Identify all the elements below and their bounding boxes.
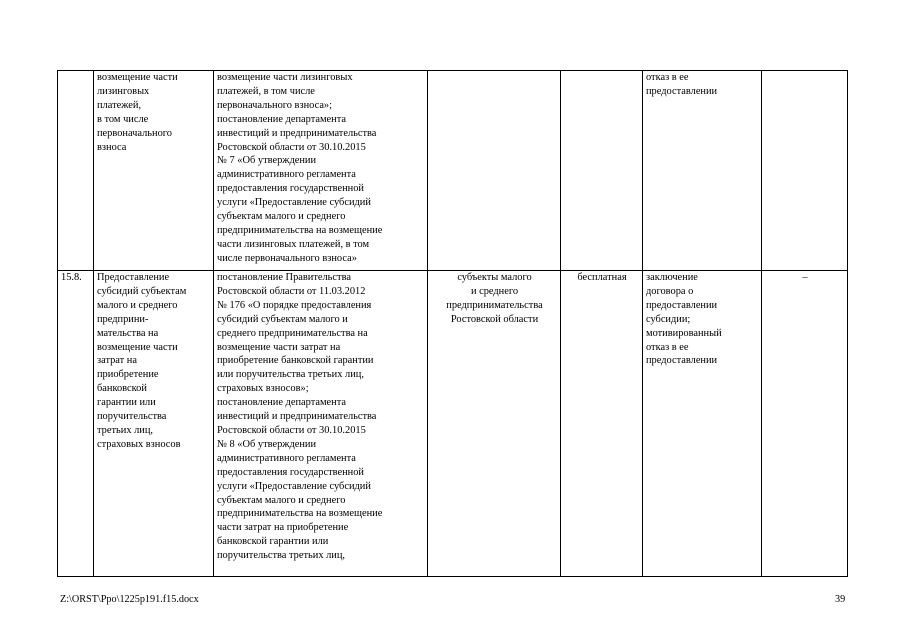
text-line: приобретение банковской гарантии [217,355,374,367]
text-line: постановление департамента [217,397,346,409]
text-line: предоставлении [646,355,718,367]
text-line: первоначального [97,127,172,139]
text-line: отказ в ее [646,341,689,353]
text-line: предприни- [97,313,149,325]
text-line: и среднего [470,285,519,297]
row-number-cell [58,71,94,271]
text-line: субсидий субъектам [97,285,187,297]
text-line: третьих лиц, [97,424,154,436]
footer-page-number: 39 [835,594,846,605]
table-row [58,271,848,577]
text-line: страховых взносов»; [217,383,309,395]
text-line: № 8 «Об утверждении [217,438,317,450]
text-line: части лизинговых платежей, в том [217,238,370,250]
services-table [57,70,848,577]
text-line: поручительства [97,411,167,423]
text-line: возмещение части [97,72,178,83]
extra-cell: – [762,271,848,577]
text-line: предоставлении [646,85,718,97]
text-line: Предоставление [97,272,170,283]
text-line: в том числе [97,113,149,125]
text-line: возмещение части лизинговых [217,72,353,83]
text-line: административного регламента [217,452,356,464]
text-line: гарантии или [97,397,156,409]
text-line: предоставления государственной [217,183,364,195]
text-line: затрат на [97,355,137,367]
result-cell [643,71,762,271]
text-line: отказ в ее [646,72,689,83]
text-line: или поручительства третьих лиц, [217,369,364,381]
service-name-cell [94,271,214,577]
text-line: постановление департамента [217,113,346,125]
text-line: инвестиций и предпринимательства [217,127,377,139]
text-line: инвестиций и предпринимательства [217,411,377,423]
legal-basis-cell [214,71,428,271]
text-line: № 176 «О порядке предоставления [217,299,372,311]
text-line: числе первоначального взноса» [217,252,357,264]
legal-basis-cell [214,271,428,577]
text-line: предпринимательства на возмещение [217,224,383,236]
extra-cell [762,71,848,271]
text-line: первоначального взноса»; [217,99,333,111]
text-line: лизинговых [97,85,150,97]
text-line: среднего предпринимательства на [217,327,368,339]
fee-cell [561,71,643,271]
text-line: платежей, [97,99,142,111]
text-line: предпринимательства на возмещение [217,508,383,520]
text-line: услуги «Предоставление субсидий [217,197,371,209]
text-line: приобретение [97,369,159,381]
text-line: субсидий субъектам малого и [217,313,348,325]
text-line: постановление Правительства [217,272,351,283]
text-line: заключение [646,272,698,283]
result-cell [643,271,762,577]
text-line: части затрат на приобретение [217,522,349,534]
text-line: поручительства третьих лиц, [217,550,346,562]
recipients-cell [428,71,561,271]
text-line: мательства на [97,327,159,339]
text-line: договора о [646,285,694,297]
recipients-cell [428,271,561,577]
text-line: возмещение части затрат на [217,341,341,353]
text-line: субъекты малого [457,272,532,283]
text-line: страховых взносов [97,438,181,450]
fee-cell: бесплатная [561,271,643,577]
text-line: взноса [97,141,127,153]
text-line: № 7 «Об утверждении [217,155,317,167]
text-line: предоставления государственной [217,466,364,478]
text-line: Ростовской области от 30.10.2015 [217,424,366,436]
text-line: субъектам малого и среднего [217,494,346,506]
text-line: предоставлении [646,299,718,311]
text-line: субсидии; [646,313,691,325]
service-name-cell [94,71,214,271]
text-line: малого и среднего [97,299,178,311]
text-line: банковской [97,383,147,395]
text-line: административного регламента [217,169,356,181]
text-line: предпринимательства [446,299,543,311]
text-line: Ростовской области от 30.10.2015 [217,141,366,153]
footer-file-path: Z:\ORST\Ppo\1225p191.f15.docx [60,594,199,605]
text-line: возмещение части [97,341,178,353]
text-line: банковской гарантии или [217,536,329,548]
text-line: мотивированный [646,327,722,339]
row-number-cell: 15.8. [58,271,94,577]
text-line: платежей, в том числе [217,85,315,97]
table-row [58,71,848,271]
text-line: Ростовской области [450,313,539,325]
text-line: субъектам малого и среднего [217,211,346,223]
text-line: Ростовской области от 11.03.2012 [217,285,366,297]
text-line: услуги «Предоставление субсидий [217,480,371,492]
